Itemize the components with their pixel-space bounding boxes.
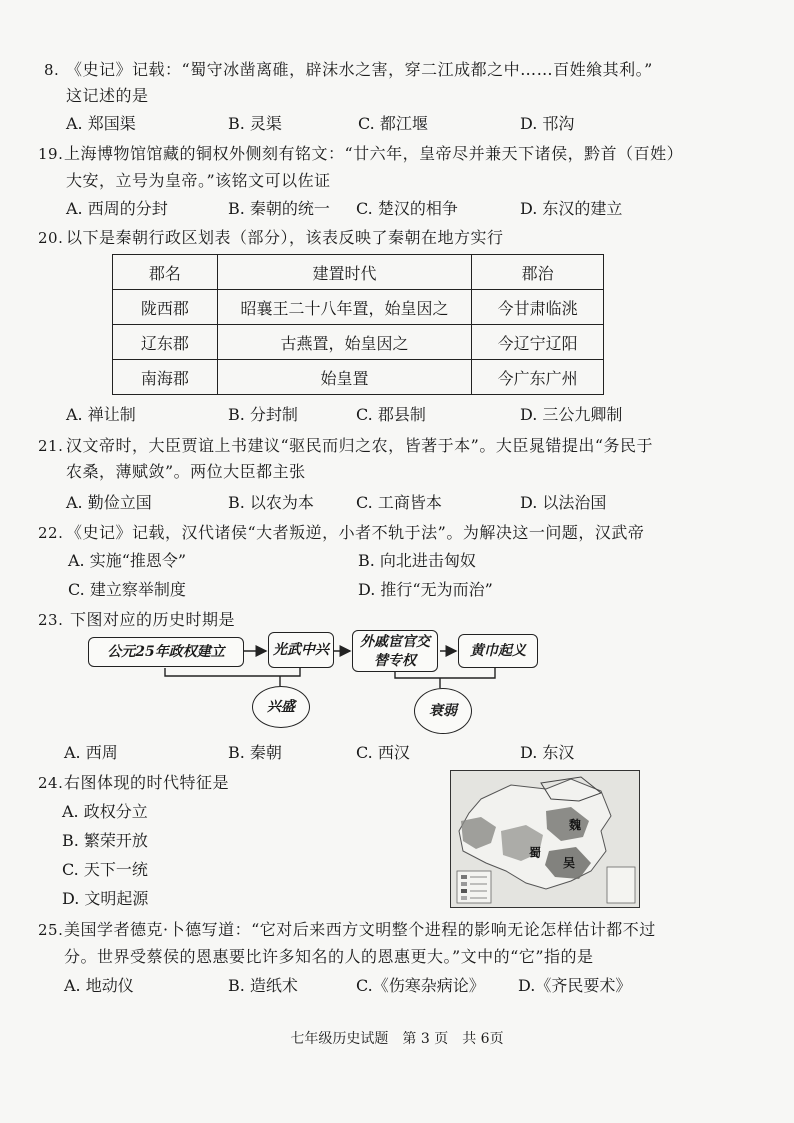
option-b: B. 分封制 [228,405,298,424]
question-stem: 《史记》记载，汉代诸侯“大者叛逆，小者不轨于法”。为解决这一问题，汉武帝 [66,523,645,542]
question-number: 24. [38,774,64,792]
flow-phase-label: 衰弱 [429,703,457,719]
option-c: C. 西汉 [356,743,410,762]
question-number: 20. [38,229,64,247]
question-stem: 右图体现的时代特征是 [64,773,230,792]
question-stem: 《史记》记载：“蜀守冰凿离碓，辟沫水之害，穿二江成都之中……百姓飨其利。” [66,60,653,79]
table-cell: 今广东广州 [472,360,604,395]
flow-step-establishment [88,637,244,667]
flow-step-label: 替专权 [374,653,416,669]
table-cell: 古燕置，始皇因之 [217,325,471,360]
table-cell: 昭襄王二十八年置，始皇因之 [217,290,471,325]
page-footer: 七年级历史试题 第 3 页 共 6页 [290,1031,504,1047]
option-d: D. 三公九卿制 [520,405,623,424]
question-stem: 下图对应的历史时期是 [70,610,236,629]
three-kingdoms-map [450,770,640,908]
question-stem: 上海博物馆馆藏的铜权外侧刻有铭文：“廿六年，皇帝尽并兼天下诸侯，黔首（百姓） [64,144,684,163]
option-c: C. 郡县制 [356,405,426,424]
flow-step-label: 光武中兴 [273,642,329,658]
option-d: D. 推行“无为而治” [358,580,493,599]
option-d: D. 文明起源 [62,889,149,908]
map-label-shu: 蜀 [529,846,542,860]
question-number: 23. [38,611,64,629]
table-header: 建置时代 [217,255,471,290]
question-stem: 这记述的是 [66,86,149,105]
table-cell: 今辽宁辽阳 [472,325,604,360]
option-d: D. 邗沟 [520,114,575,133]
option-a: A. 实施“推恩令” [68,551,187,570]
question-stem: 美国学者德克·卜德写道：“它对后来西方文明整个进程的影响无论怎样估计都不过 [64,920,656,939]
option-a: A. 郑国渠 [66,114,136,133]
flow-step-yellow-turban [458,634,538,668]
question-stem: 以下是秦朝行政区划表（部分），该表反映了秦朝在地方实行 [66,228,504,247]
option-a: A. 西周 [64,743,118,762]
option-a: A. 西周的分封 [66,199,168,218]
flow-phase-label: 兴盛 [267,699,295,715]
flow-step-eunuch-consort [352,630,438,672]
question-stem: 汉文帝时，大臣贾谊上书建议“驱民而归之农，皆著于本”。大臣晁错提出“务民于 [66,436,654,455]
option-b: B. 繁荣开放 [62,831,148,850]
table-cell: 南海郡 [113,360,218,395]
option-d: D. 东汉的建立 [520,199,623,218]
option-b: B. 向北进击匈奴 [358,551,476,570]
flow-step-label: 黄巾起义 [470,643,526,659]
question-number: 21. [38,437,64,455]
question-stem: 大安，立号为皇帝。”该铭文可以佐证 [66,171,331,190]
question-number: 22. [38,524,64,542]
option-a: A. 地动仪 [64,976,134,995]
option-a: A. 勤俭立国 [66,493,152,512]
option-d: D.《齐民要术》 [518,976,632,995]
option-c: C. 都江堰 [358,114,428,133]
question-number: 25. [38,921,64,939]
flow-step-label: 外戚宦官交 [360,634,430,650]
option-b: B. 秦朝 [228,743,282,762]
option-c: C. 工商皆本 [356,493,442,512]
option-b: B. 以农为本 [228,493,314,512]
map-label-wei: 魏 [569,818,582,832]
flow-step-revival [268,632,334,668]
option-a: A. 禅让制 [66,405,136,424]
option-a: A. 政权分立 [62,802,148,821]
option-d: D. 以法治国 [520,493,607,512]
table-cell: 今甘肃临洮 [472,290,604,325]
option-b: B. 造纸术 [228,976,298,995]
table-cell: 辽东郡 [113,325,218,360]
option-c: C. 建立察举制度 [68,580,186,599]
option-c: C. 楚汉的相争 [356,199,458,218]
table-header: 郡名 [113,255,218,290]
question-number: 8. [44,61,60,79]
question-number: 19. [38,145,64,163]
option-b: B. 灵渠 [228,114,282,133]
flow-step-label: 公元25年政权建立 [107,644,225,660]
map-label-wu: 吴 [563,856,576,870]
map-graphic [451,771,639,907]
table-header: 郡治 [472,255,604,290]
table-cell: 陇西郡 [113,290,218,325]
option-d: D. 东汉 [520,743,575,762]
question-stem: 农桑，薄赋敛”。两位大臣都主张 [66,462,306,481]
question-stem: 分。世界受蔡侯的恩惠要比许多知名的人的恩惠更大。”文中的“它”指的是 [64,947,594,966]
option-b: B. 秦朝的统一 [228,199,330,218]
option-c: C.《伤寒杂病论》 [356,976,485,995]
flow-phase-decline [414,688,472,734]
flow-phase-rise [252,686,310,728]
option-c: C. 天下一统 [62,860,148,879]
table-cell: 始皇置 [217,360,471,395]
